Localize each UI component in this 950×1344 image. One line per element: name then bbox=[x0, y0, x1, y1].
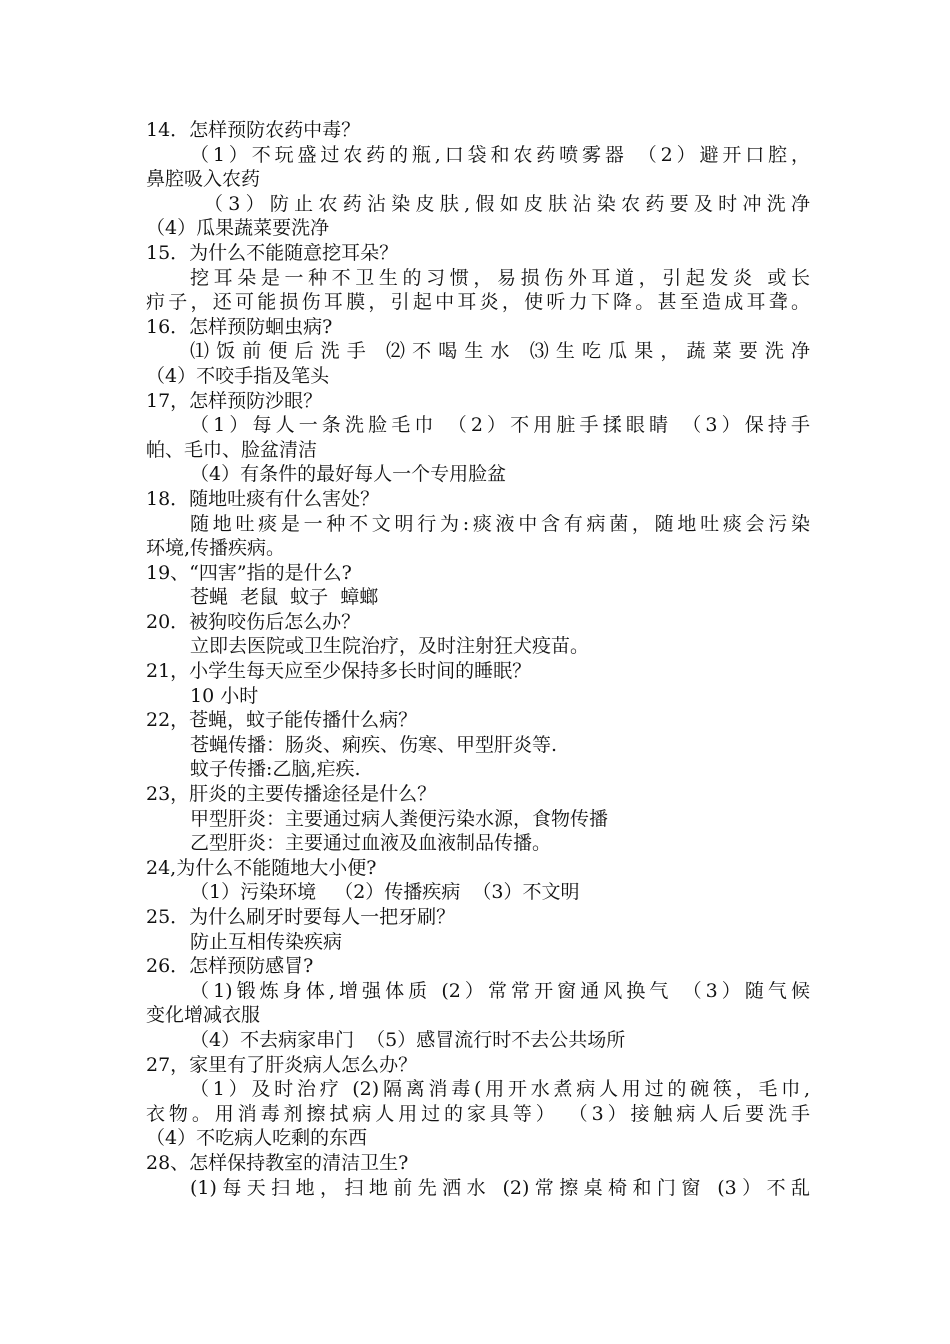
text-line: （4）不去病家串门 （5）感冒流行时不去公共场所 bbox=[190, 1028, 626, 1051]
text-line: （1）污染环境 （2）传播疾病 （3）不文明 bbox=[190, 881, 580, 904]
text-line: （4）有条件的最好每人一个专用脸盆 bbox=[190, 463, 507, 486]
text-line: （1）每人一条洗脸毛巾 （2）不用脏手揉眼睛 （3）保持手 bbox=[190, 414, 810, 437]
text-line: 环境,传播疾病。 bbox=[146, 537, 286, 560]
text-line: 衣物。用消毒剂擦拭病人用过的家具等） （3）接触病人后要洗手 bbox=[146, 1102, 810, 1125]
text-line: 18．随地吐痰有什么害处？ bbox=[146, 487, 380, 510]
text-line: 17，怎样预防沙眼？ bbox=[146, 389, 323, 412]
text-line: 帕、毛巾、脸盆清洁 bbox=[146, 438, 318, 461]
text-line: 27，家里有了肝炎病人怎么办？ bbox=[146, 1053, 418, 1076]
text-line: 疖子，还可能损伤耳膜，引起中耳炎，使听力下降。甚至造成耳聋。 bbox=[146, 291, 810, 314]
text-line: 14．怎样预防农药中毒？ bbox=[146, 119, 361, 141]
text-line: （4）瓜果蔬菜要洗净 bbox=[146, 217, 330, 240]
text-line: (1)每天扫地，扫地前先洒水 (2)常擦桌椅和门窗 (3）不乱 bbox=[190, 1176, 810, 1199]
text-line: 甲型肝炎：主要通过病人粪便污染水源，食物传播 bbox=[190, 807, 609, 830]
text-line: （4）不吃病人吃剩的东西 bbox=[146, 1127, 368, 1150]
text-line: （1）及时治疗 (2)隔离消毒(用开水煮病人用过的碗筷，毛巾, bbox=[190, 1078, 810, 1101]
text-line: （1)锻炼身体,增强体质 (2）常常开窗通风换气 （3）随气候 bbox=[190, 979, 810, 1002]
text-line: 鼻腔吸入农药 bbox=[146, 168, 261, 191]
text-line: 苍蝇传播：肠炎、痢疾、伤寒、甲型肝炎等. bbox=[190, 733, 558, 756]
text-line: （3）防止农药沾染皮肤,假如皮肤沾染农药要及时冲洗净 bbox=[204, 192, 810, 215]
text-line: 19、“四害”指的是什么? bbox=[146, 561, 352, 584]
text-line: ⑴饭前便后洗手 ⑵不喝生水 ⑶生吃瓜果，蔬菜要洗净 bbox=[190, 340, 810, 363]
text-line: 26．怎样预防感冒? bbox=[146, 955, 314, 978]
text-line: 立即去医院或卫生院治疗，及时注射狂犬疫苗。 bbox=[190, 635, 590, 658]
text-line: 蚊子传播:乙脑,疟疾. bbox=[190, 758, 361, 781]
text-line: 防止互相传染疾病 bbox=[190, 930, 343, 953]
text-line: 22，苍蝇，蚊子能传播什么病？ bbox=[146, 709, 418, 732]
text-line: 16．怎样预防蛔虫病? bbox=[146, 315, 333, 338]
text-line: 10 小时 bbox=[190, 684, 259, 707]
text-line: 乙型肝炎：主要通过血液及血液制品传播。 bbox=[190, 832, 552, 855]
document-body bbox=[146, 118, 810, 1200]
text-line: 25．为什么刷牙时要每人一把牙刷？ bbox=[146, 906, 456, 928]
text-line: （1）不玩盛过农药的瓶,口袋和农药喷雾器 （2）避开口腔， bbox=[190, 143, 810, 166]
text-line: （4）不咬手指及笔头 bbox=[146, 364, 330, 387]
text-line: 28、怎样保持教室的清洁卫生? bbox=[146, 1151, 409, 1174]
text-line: 挖耳朵是一种不卫生的习惯，易损伤外耳道，引起发炎 或长 bbox=[190, 266, 810, 289]
text-line: 20．被狗咬伤后怎么办？ bbox=[146, 610, 361, 633]
text-line: 23，肝炎的主要传播途径是什么？ bbox=[146, 783, 437, 806]
text-line: 15．为什么不能随意挖耳朵？ bbox=[146, 241, 399, 264]
text-line: 随地吐痰是一种不文明行为:痰液中含有病菌，随地吐痰会污染 bbox=[190, 512, 810, 535]
text-line: 21，小学生每天应至少保持多长时间的睡眠？ bbox=[146, 660, 532, 683]
text-line: 苍蝇 老鼠 蚊子 蟑螂 bbox=[190, 586, 379, 609]
text-line: 24,为什么不能随地大小便? bbox=[146, 856, 377, 879]
text-line: 变化增减衣服 bbox=[146, 1004, 261, 1027]
